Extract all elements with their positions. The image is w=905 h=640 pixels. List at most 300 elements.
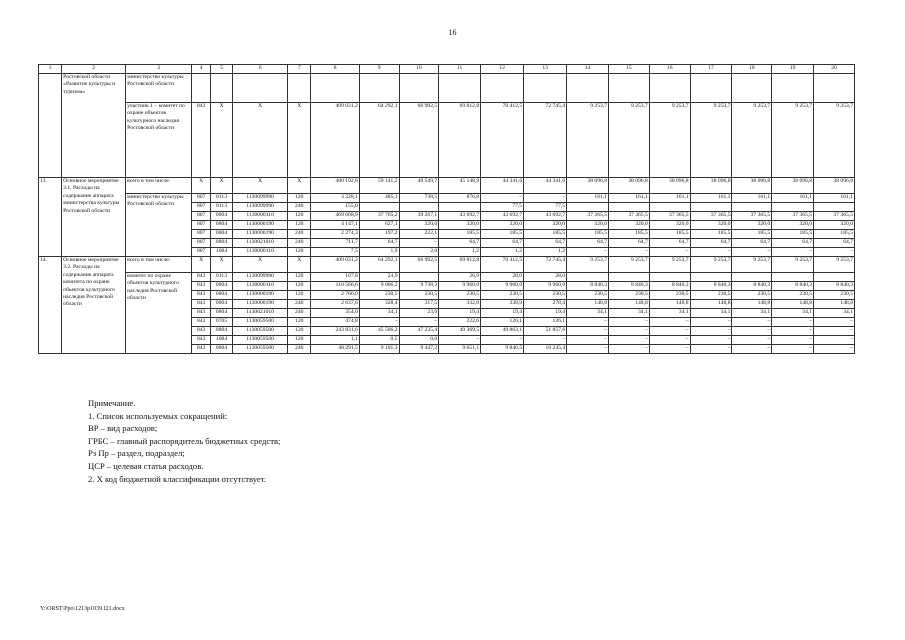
- table-cell: 230,5: [772, 291, 814, 300]
- table-cell: [39, 74, 62, 178]
- table-cell: 230,5: [359, 291, 399, 300]
- table-cell: 49 369,5: [439, 327, 481, 336]
- table-cell: 9 960,0: [439, 282, 481, 291]
- table-cell: Х: [192, 257, 211, 273]
- table-cell: –: [772, 327, 814, 336]
- table-cell: 9 253,7: [690, 257, 732, 273]
- table-cell: –: [732, 318, 772, 327]
- table-cell: [649, 74, 690, 103]
- table-cell: 230,5: [439, 291, 481, 300]
- table-cell: 1130059500: [233, 327, 288, 336]
- note-line: Рз Пр – раздел, подраздел;: [88, 448, 185, 459]
- table-cell: 0804: [211, 239, 233, 248]
- table-cell: [609, 74, 650, 103]
- table-cell: [399, 203, 439, 212]
- table-cell: 9 101,3: [359, 345, 399, 354]
- table-cell: 148,8: [649, 300, 690, 309]
- table-cell: [211, 74, 233, 103]
- column-header: 3: [126, 65, 192, 74]
- table-cell: 37 765,2: [359, 212, 399, 221]
- note-line: 2. Х код бюджетной классификации отсутствует.: [88, 473, 266, 484]
- table-cell: 1130000110: [233, 212, 288, 221]
- table-cell: 24,9: [359, 273, 399, 282]
- table-cell: [772, 273, 814, 282]
- table-cell: –: [814, 336, 855, 345]
- table-cell: –: [690, 248, 732, 257]
- table-cell: 37 365,5: [772, 212, 814, 221]
- table-cell: Х: [288, 103, 311, 178]
- table-cell: 10 245,4: [524, 345, 567, 354]
- table-cell: 0113: [211, 194, 233, 203]
- table-cell: 9 253,7: [732, 103, 772, 178]
- table-cell: 161,1: [772, 194, 814, 203]
- table-cell: 69 812,8: [439, 103, 481, 178]
- table-row: [39, 273, 855, 282]
- table-cell: Х: [233, 103, 288, 178]
- table-cell: 230,5: [399, 291, 439, 300]
- table-cell: 26,9: [439, 273, 481, 282]
- column-header: 11: [439, 65, 481, 74]
- table-cell: 64,7: [524, 239, 567, 248]
- table-cell: –: [481, 194, 524, 203]
- table-cell: –: [609, 327, 650, 336]
- table-cell: 9 253,7: [814, 103, 855, 178]
- table-cell: 38 096,8: [649, 178, 690, 194]
- table-cell: 9 253,7: [609, 257, 650, 273]
- table-cell: 8 840,3: [609, 282, 650, 291]
- table-cell: 230,5: [732, 291, 772, 300]
- table-cell: 161,1: [732, 194, 772, 203]
- table-cell: 485,1: [359, 194, 399, 203]
- table-cell: –: [649, 318, 690, 327]
- executor-cell: министерство культуры Ростовской области: [126, 74, 192, 103]
- table-cell: Х: [211, 103, 233, 178]
- column-header: 12: [481, 65, 524, 74]
- table-cell: –: [772, 345, 814, 354]
- table-cell: 34,1: [814, 309, 855, 318]
- table-cell: 9 066,2: [359, 282, 399, 291]
- table-cell: 2 766,0: [311, 291, 360, 300]
- table-cell: 474,8: [311, 318, 360, 327]
- column-header: 16: [649, 65, 690, 74]
- table-cell: 0705: [211, 318, 233, 327]
- table-cell: –: [814, 327, 855, 336]
- table-row: [39, 74, 855, 103]
- table-cell: 34,1: [359, 309, 399, 318]
- table-cell: 37 365,5: [732, 212, 772, 221]
- table-cell: 34,1: [772, 309, 814, 318]
- table-cell: 185,5: [567, 230, 609, 239]
- table-cell: 1130099990: [233, 194, 288, 203]
- table-cell: 47 235,4: [399, 327, 439, 336]
- table-cell: 64,7: [772, 239, 814, 248]
- table-cell: [399, 273, 439, 282]
- table-cell: 0804: [211, 291, 233, 300]
- table-cell: 807: [192, 230, 211, 239]
- row-number-cell: 14.: [39, 257, 62, 354]
- table-cell: 185,5: [524, 230, 567, 239]
- table-cell: 2 274,3: [311, 230, 360, 239]
- note-line: ЦСР – целевая статья расходов.: [88, 460, 204, 471]
- table-cell: –: [609, 336, 650, 345]
- table-cell: 185,5: [481, 230, 524, 239]
- table-cell: –: [772, 248, 814, 257]
- table-cell: 7,5: [311, 248, 360, 257]
- table-cell: –: [567, 336, 609, 345]
- table-cell: 185,5: [649, 230, 690, 239]
- table-cell: 1130000190: [233, 230, 288, 239]
- column-header: 15: [609, 65, 650, 74]
- table-cell: Х: [288, 257, 311, 273]
- table-cell: 43 692,7: [481, 212, 524, 221]
- note-line: ГРБС – главный распорядитель бюджетных средств;: [88, 435, 281, 446]
- table-row: [39, 103, 855, 178]
- table-cell: 59 141,2: [359, 178, 399, 194]
- executor-cell: министерство культуры Ростовской области: [126, 194, 192, 257]
- header-row: [39, 65, 855, 74]
- table-cell: 77,5: [481, 203, 524, 212]
- table-cell: [732, 74, 772, 103]
- table-row: [39, 178, 855, 194]
- table-cell: –: [690, 318, 732, 327]
- column-header: 19: [772, 65, 814, 74]
- table-cell: 45 506,2: [359, 327, 399, 336]
- table-cell: 240: [288, 239, 311, 248]
- column-header: 1: [39, 65, 62, 74]
- table-cell: 0804: [211, 309, 233, 318]
- table-cell: 9 846,5: [481, 345, 524, 354]
- table-cell: 4 147,1: [311, 221, 360, 230]
- table-cell: 0804: [211, 300, 233, 309]
- table-cell: 43 692,7: [524, 212, 567, 221]
- table-cell: 37 365,5: [690, 212, 732, 221]
- table-cell: 240: [288, 203, 311, 212]
- table-cell: 9 447,2: [399, 345, 439, 354]
- table-cell: 185,5: [732, 230, 772, 239]
- table-cell: –: [772, 318, 814, 327]
- table-cell: 1130000190: [233, 300, 288, 309]
- table-cell: [567, 203, 609, 212]
- table-cell: 37 365,5: [609, 212, 650, 221]
- table-cell: 9 253,7: [690, 103, 732, 178]
- table-cell: 843: [192, 103, 211, 178]
- column-header: 9: [359, 65, 399, 74]
- table-cell: Х: [233, 178, 288, 194]
- table-cell: [649, 273, 690, 282]
- column-header: 17: [690, 65, 732, 74]
- table-cell: 320,0: [524, 221, 567, 230]
- table-cell: 1130059500: [233, 345, 288, 354]
- table-cell: 1130021010: [233, 309, 288, 318]
- executor-cell: комитет по охране объектов культурного наследия Ростовской области: [126, 273, 192, 354]
- table-cell: 230,5: [524, 291, 567, 300]
- table-cell: 34,1: [567, 309, 609, 318]
- table-cell: 240: [288, 309, 311, 318]
- table-cell: 0804: [211, 221, 233, 230]
- table-cell: 320,0: [481, 221, 524, 230]
- table-cell: 69 812,8: [439, 257, 481, 273]
- table-cell: 240: [288, 345, 311, 354]
- table-cell: 807: [192, 248, 211, 257]
- table-cell: –: [649, 248, 690, 257]
- table-cell: –: [567, 345, 609, 354]
- table-cell: 70 412,5: [481, 257, 524, 273]
- table-cell: 843: [192, 291, 211, 300]
- table-cell: 120: [288, 212, 311, 221]
- table-cell: 120: [288, 221, 311, 230]
- table-cell: 43 692,7: [439, 212, 481, 221]
- table-cell: 148,8: [609, 300, 650, 309]
- table-cell: 120: [288, 194, 311, 203]
- file-path-footer: Y:\ORST\Ppo\1213p1039.f21.docx: [40, 606, 125, 612]
- table-cell: 230,5: [481, 291, 524, 300]
- table-cell: 320,0: [732, 221, 772, 230]
- table-cell: 9 651,1: [439, 345, 481, 354]
- table-cell: –: [772, 336, 814, 345]
- table-cell: 185,5: [439, 230, 481, 239]
- table-cell: 320,0: [439, 221, 481, 230]
- table-cell: 120: [288, 248, 311, 257]
- table-cell: 230,5: [609, 291, 650, 300]
- table-cell: 328,4: [359, 300, 399, 309]
- table-cell: 1,2: [524, 248, 567, 257]
- table-cell: 320,0: [772, 221, 814, 230]
- table-cell: 72 745,4: [524, 103, 567, 178]
- table-cell: 34,1: [732, 309, 772, 318]
- table-cell: 843: [192, 309, 211, 318]
- column-header: 13: [524, 65, 567, 74]
- table-cell: –: [690, 345, 732, 354]
- total-label-cell: всего в том числе:: [126, 257, 192, 273]
- table-cell: –: [690, 336, 732, 345]
- table-cell: 0,6: [399, 336, 439, 345]
- table-cell: –: [399, 239, 439, 248]
- table-cell: 64 292,1: [359, 257, 399, 273]
- table-cell: 0804: [211, 327, 233, 336]
- table-cell: 37 365,5: [649, 212, 690, 221]
- table-cell: 126,1: [524, 318, 567, 327]
- table-cell: 317,5: [399, 300, 439, 309]
- table-cell: 627,1: [359, 221, 399, 230]
- table-cell: [772, 74, 814, 103]
- table-cell: 37 365,5: [814, 212, 855, 221]
- table-cell: 807: [192, 221, 211, 230]
- table-cell: –: [609, 318, 650, 327]
- table-cell: 185,5: [609, 230, 650, 239]
- table-cell: 44 341,6: [481, 178, 524, 194]
- table-cell: 332,8: [439, 300, 481, 309]
- table-cell: 72 745,4: [524, 257, 567, 273]
- table-cell: 64,7: [814, 239, 855, 248]
- notes-block: [88, 397, 280, 485]
- table-cell: 28,0: [524, 273, 567, 282]
- table-cell: [359, 74, 399, 103]
- table-cell: 8 840,3: [814, 282, 855, 291]
- activity-name-cell: Основное мероприятие 3.2. Расходы на содержание аппарата комитета по охране объектов культурного наследия Ростовской области: [62, 257, 126, 354]
- table-cell: 9 960,0: [524, 282, 567, 291]
- table-cell: 120: [288, 327, 311, 336]
- table-cell: 320,0: [609, 221, 650, 230]
- note-title: Примечание.: [88, 398, 136, 408]
- table-cell: 738,5: [399, 194, 439, 203]
- column-header: 10: [399, 65, 439, 74]
- table-cell: [439, 74, 481, 103]
- page-number: 16: [448, 28, 457, 37]
- table-cell: 354,0: [311, 309, 360, 318]
- table-cell: 49 863,1: [481, 327, 524, 336]
- table-cell: [439, 203, 481, 212]
- note-line: ВР – вид расходов;: [88, 423, 158, 434]
- table-cell: –: [609, 345, 650, 354]
- table-cell: 0804: [211, 345, 233, 354]
- table-cell: –: [524, 194, 567, 203]
- table-cell: –: [732, 327, 772, 336]
- table-cell: 0804: [211, 230, 233, 239]
- table-cell: 0113: [211, 203, 233, 212]
- table-cell: 230,5: [567, 291, 609, 300]
- table-cell: 148,8: [690, 300, 732, 309]
- table-cell: 1130000190: [233, 291, 288, 300]
- table-cell: –: [732, 345, 772, 354]
- table-cell: 161,1: [567, 194, 609, 203]
- table-cell: –: [567, 327, 609, 336]
- table-cell: 409 031,2: [311, 103, 360, 178]
- table-cell: 1130021010: [233, 239, 288, 248]
- table-cell: [524, 74, 567, 103]
- table-cell: 66 992,5: [399, 103, 439, 178]
- table-cell: Х: [233, 257, 288, 273]
- table-cell: 51 857,6: [524, 327, 567, 336]
- table-cell: –: [649, 336, 690, 345]
- table-cell: 197,2: [359, 230, 399, 239]
- table-cell: 40 549,7: [399, 178, 439, 194]
- table-cell: –: [649, 327, 690, 336]
- table-cell: –: [524, 336, 567, 345]
- table-cell: –: [399, 318, 439, 327]
- table-cell: 34,1: [609, 309, 650, 318]
- table-cell: 843: [192, 345, 211, 354]
- table-cell: 66 992,5: [399, 257, 439, 273]
- table-cell: 843: [192, 336, 211, 345]
- table-cell: 1130000190: [233, 221, 288, 230]
- column-header: 18: [732, 65, 772, 74]
- table-cell: 9 253,7: [649, 103, 690, 178]
- table-cell: 37 365,5: [567, 212, 609, 221]
- table-cell: 807: [192, 203, 211, 212]
- table-cell: 480 192,6: [311, 178, 360, 194]
- table-cell: 320,0: [690, 221, 732, 230]
- table-cell: 34,1: [649, 309, 690, 318]
- table-cell: 77,5: [524, 203, 567, 212]
- table-cell: –: [567, 248, 609, 257]
- table-cell: 19,4: [481, 309, 524, 318]
- table-cell: 8 840,3: [732, 282, 772, 291]
- column-header: 20: [814, 65, 855, 74]
- table-cell: [481, 74, 524, 103]
- table-cell: 0113: [211, 273, 233, 282]
- table-cell: [690, 203, 732, 212]
- table-cell: 243 831,6: [311, 327, 360, 336]
- column-header: 5: [211, 65, 233, 74]
- table-cell: 64,7: [359, 239, 399, 248]
- table-cell: –: [567, 318, 609, 327]
- table-cell: 9 253,7: [772, 257, 814, 273]
- table-cell: 38 096,8: [690, 178, 732, 194]
- table-row: [39, 194, 855, 203]
- table-cell: 9 738,3: [399, 282, 439, 291]
- table-cell: 9 253,7: [649, 257, 690, 273]
- table-cell: 155,0: [311, 203, 360, 212]
- table-cell: 1004: [211, 336, 233, 345]
- table-cell: 19,4: [524, 309, 567, 318]
- table-cell: 161,1: [649, 194, 690, 203]
- table-cell: 1130099990: [233, 273, 288, 282]
- row-number-cell: 13.: [39, 178, 62, 257]
- table-cell: 320,0: [649, 221, 690, 230]
- table-cell: 148,8: [814, 300, 855, 309]
- table-cell: 19,4: [439, 309, 481, 318]
- table-cell: 1130059500: [233, 336, 288, 345]
- table-cell: –: [732, 248, 772, 257]
- table-cell: 843: [192, 282, 211, 291]
- table-cell: [288, 74, 311, 103]
- table-cell: 843: [192, 273, 211, 282]
- table-cell: [311, 74, 360, 103]
- table-cell: [690, 74, 732, 103]
- column-header: 14: [567, 65, 609, 74]
- table-cell: 8 840,3: [649, 282, 690, 291]
- table-cell: [732, 273, 772, 282]
- table-cell: [609, 273, 650, 282]
- table-cell: 338,9: [481, 300, 524, 309]
- table-cell: 70 412,5: [481, 103, 524, 178]
- table-cell: 148,8: [567, 300, 609, 309]
- table-cell: 1130059500: [233, 318, 288, 327]
- table-cell: 0804: [211, 282, 233, 291]
- table-cell: [649, 203, 690, 212]
- table-cell: Х: [288, 178, 311, 194]
- table-cell: 185,5: [690, 230, 732, 239]
- table-cell: 38 096,8: [609, 178, 650, 194]
- table-cell: –: [649, 345, 690, 354]
- table-cell: [772, 203, 814, 212]
- column-header: 6: [233, 65, 288, 74]
- table-cell: 64,7: [567, 239, 609, 248]
- table-cell: 28,0: [481, 273, 524, 282]
- table-cell: 23,0: [399, 309, 439, 318]
- table-cell: 2 637,6: [311, 300, 360, 309]
- table-cell: 45 148,9: [439, 178, 481, 194]
- table-cell: 64 292,1: [359, 103, 399, 178]
- note-line: 1. Список используемых сокращений:: [88, 410, 228, 421]
- table-cell: 185,5: [814, 230, 855, 239]
- table-cell: [399, 74, 439, 103]
- table-cell: 64,7: [439, 239, 481, 248]
- table-cell: 409 031,2: [311, 257, 360, 273]
- program-name-cell: Ростовской области «Развитие культуры и туризма»: [62, 74, 126, 178]
- table-cell: 320,0: [814, 221, 855, 230]
- table-cell: 2,0: [399, 248, 439, 257]
- table-cell: 8 840,3: [772, 282, 814, 291]
- table-cell: 222,6: [439, 318, 481, 327]
- table-cell: 0,5: [359, 336, 399, 345]
- table-cell: 1,2: [481, 248, 524, 257]
- table-cell: Х: [192, 178, 211, 194]
- table-cell: 230,5: [690, 291, 732, 300]
- table-cell: 38 096,8: [567, 178, 609, 194]
- table-cell: [814, 273, 855, 282]
- table-cell: [567, 74, 609, 103]
